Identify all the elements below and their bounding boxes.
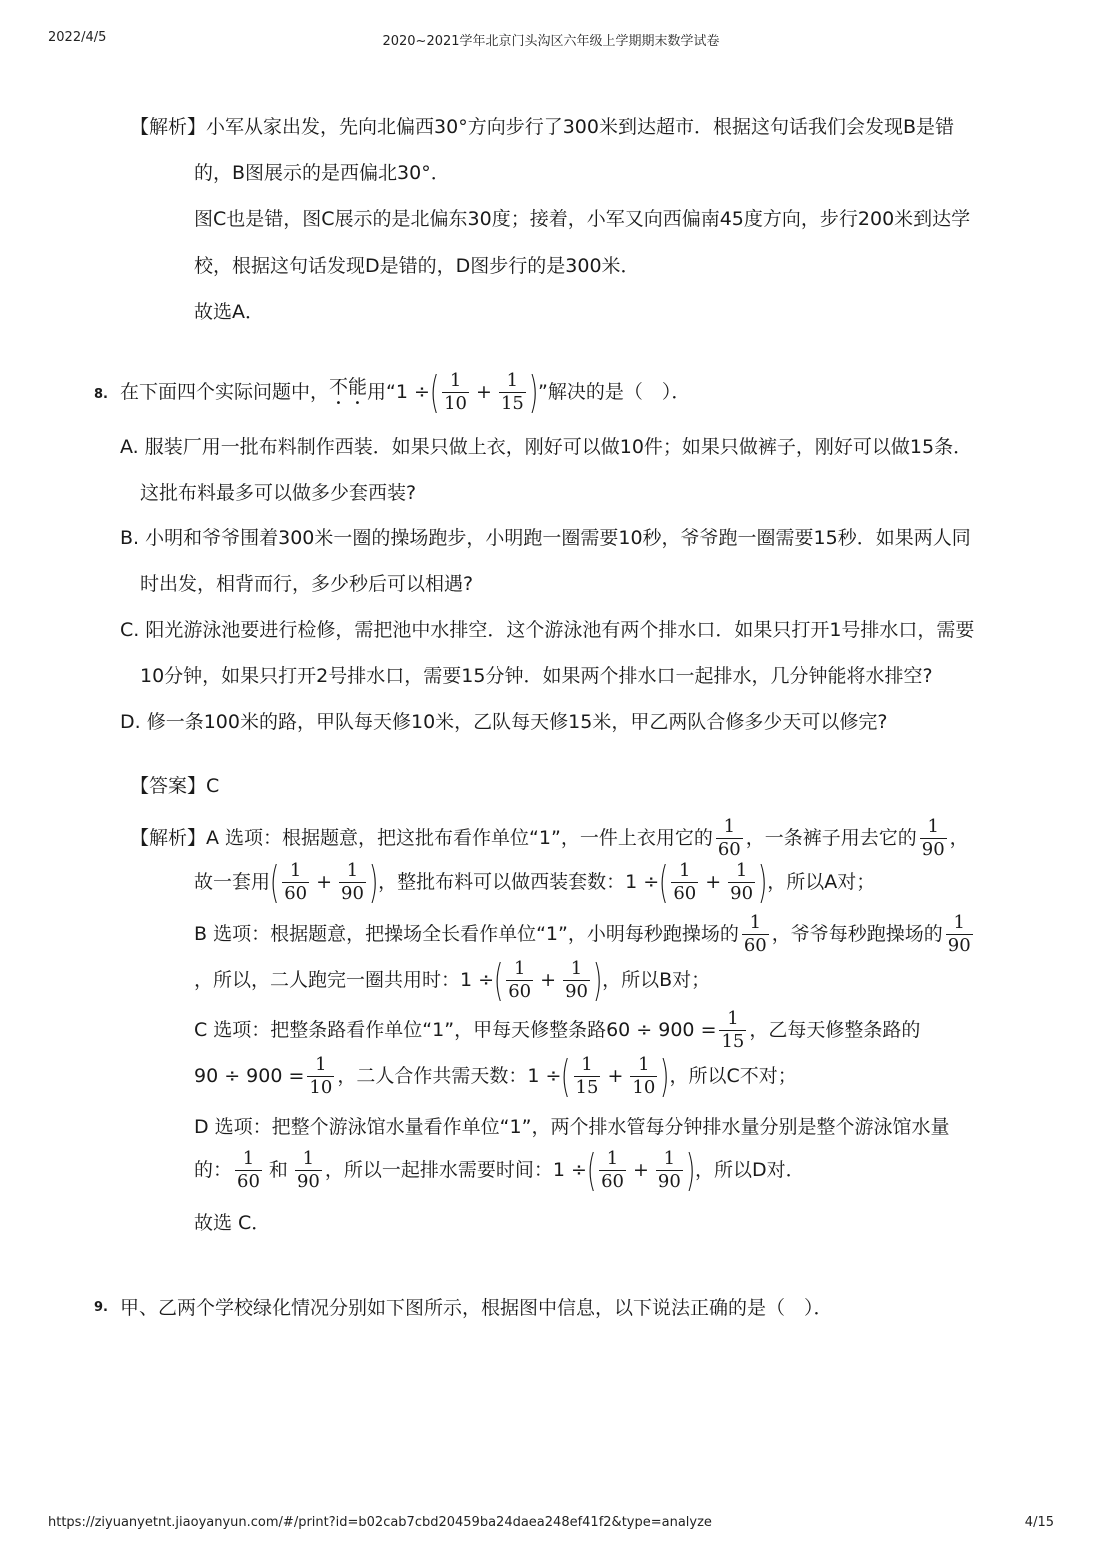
right-paren: ) bbox=[757, 856, 768, 908]
analysis-a-text: A 选项：根据题意，把这批布看作单位“1”，一件上衣用它的 bbox=[206, 827, 713, 849]
right-paren: ) bbox=[660, 1050, 670, 1102]
q8-analysis-d-line-1: D 选项：把整个游泳馆水量看作单位“1”，两个排水管每分钟排水量分别是整个游泳馆水量 bbox=[194, 1116, 950, 1138]
analysis-c-pre: C 选项：把整条路看作单位“1”，甲每天修整条路60 ÷ 900 = bbox=[194, 1019, 717, 1041]
q8-analysis-b-line-2 bbox=[194, 954, 711, 1006]
analysis-c-post: ，乙每天修整条路的 bbox=[749, 1019, 921, 1041]
left-paren: ( bbox=[429, 366, 440, 418]
q7-analysis-line-1 bbox=[130, 118, 954, 137]
fraction-1-90: $\frac{1}{90}$ bbox=[565, 958, 588, 1002]
q8-option-b-line-2: 时出发，相背而行，多少秒后可以相遇? bbox=[140, 573, 474, 595]
fraction-1-15: $\frac{1}{15}$ bbox=[721, 1008, 745, 1052]
q8-option-d: D. 修一条100米的路，甲队每天修10米，乙队每天修15米，甲乙两队合修多少天可以修完? bbox=[120, 711, 888, 733]
q9-number bbox=[94, 1296, 108, 1315]
analysis-d2-and: 和 bbox=[268, 1159, 288, 1181]
q8-analysis-c-line-1 bbox=[194, 1010, 920, 1051]
analysis-b2-post: ，所以B对； bbox=[602, 969, 711, 991]
analysis-a-mid: ，一条裤子用去它的 bbox=[745, 827, 917, 849]
q8-analysis-d-line-2 bbox=[194, 1144, 805, 1196]
right-paren: ) bbox=[528, 366, 539, 418]
q8-option-a-line-1: A. 服装厂用一批布料制作西装．如果只做上衣，刚好可以做10件；如果只做裤子，刚好可以做15条． bbox=[120, 436, 973, 458]
analysis-a2-mid: ，整批布料可以做西装套数：1 ÷ bbox=[378, 871, 660, 893]
plus-sign: + bbox=[632, 1159, 649, 1181]
analysis-d2-pre: 的： bbox=[194, 1159, 233, 1181]
analysis-c2-pre: 90 ÷ 900 = bbox=[194, 1065, 305, 1087]
q8-option-a-line-2: 这批布料最多可以做多少套西装? bbox=[140, 482, 417, 504]
analysis-c2-post: ，所以C不对； bbox=[669, 1065, 797, 1087]
answer-label: 【答案】 bbox=[130, 775, 207, 797]
plus-sign: + bbox=[476, 381, 492, 403]
fraction-1-60: $\frac{1}{60}$ bbox=[508, 958, 532, 1002]
q8-option-c-line-2: 10分钟，如果只打开2号排水口，需要15分钟．如果两个排水口一起排水，几分钟能将水排空? bbox=[140, 665, 933, 687]
right-paren: ) bbox=[592, 954, 603, 1006]
right-paren: ) bbox=[685, 1144, 696, 1196]
q8-stem-mid: 用“1 ÷ bbox=[367, 381, 430, 403]
fraction-1-60: $\frac{1}{60}$ bbox=[237, 1148, 260, 1192]
q8-analysis-a-line-2 bbox=[194, 856, 876, 908]
plus-sign: + bbox=[705, 871, 722, 893]
print-date: 2022/4/5 bbox=[48, 30, 107, 45]
q7-analysis-text-1: 小军从家出发，先向北偏西30°方向步行了300米到达超市．根据这句话我们会发现B是错 bbox=[206, 116, 954, 138]
fraction-1-90: $\frac{1}{90}$ bbox=[296, 1148, 320, 1192]
q7-analysis-conclusion: 故选A． bbox=[194, 301, 264, 323]
left-paren: ( bbox=[586, 1144, 597, 1196]
q8-number bbox=[94, 383, 108, 402]
fraction-1-10: $\frac{1}{10}$ bbox=[632, 1054, 656, 1098]
question-number: 8. bbox=[94, 387, 108, 402]
fraction-1-15: $\frac{1}{15}$ bbox=[500, 370, 524, 414]
fraction-1-10: $\frac{1}{10}$ bbox=[444, 370, 468, 414]
fraction-1-90: $\frac{1}{90}$ bbox=[657, 1148, 681, 1192]
q8-analysis-conclusion: 故选 C． bbox=[194, 1212, 271, 1234]
q8-analysis-c-line-2 bbox=[194, 1050, 797, 1102]
document-title: 2020~2021学年北京门头沟区六年级上学期期末数学试卷 bbox=[382, 34, 720, 49]
q7-analysis-line-3: 图C也是错，图C展示的是北偏东30度；接着，小军又向西偏南45度方向，步行200米到达学 bbox=[194, 208, 971, 230]
right-paren: ) bbox=[368, 856, 379, 908]
fraction-1-60: $\frac{1}{60}$ bbox=[743, 912, 767, 956]
fraction-1-60: $\frac{1}{60}$ bbox=[601, 1148, 624, 1192]
q8-option-b-line-1: B. 小明和爷爷围着300米一圈的操场跑步，小明跑一圈需要10秒，爷爷跑一圈需要15秒．如果两人同 bbox=[120, 527, 971, 549]
q8-analysis-a-line-1 bbox=[130, 818, 969, 859]
q8-stem-emphasis: 不能 bbox=[329, 376, 368, 398]
fraction-1-90: $\frac{1}{90}$ bbox=[730, 860, 754, 904]
analysis-c2-mid: ，二人合作共需天数：1 ÷ bbox=[337, 1065, 562, 1087]
fraction-1-90: $\frac{1}{90}$ bbox=[341, 860, 364, 904]
fraction-1-90: $\frac{1}{90}$ bbox=[921, 816, 945, 860]
q8-stem-post: ”解决的是（ ）． bbox=[538, 381, 691, 403]
fraction-1-15: $\frac{1}{15}$ bbox=[575, 1054, 599, 1098]
plus-sign: + bbox=[316, 871, 333, 893]
left-paren: ( bbox=[269, 856, 280, 908]
fraction-1-60: $\frac{1}{60}$ bbox=[673, 860, 697, 904]
q8-answer bbox=[130, 777, 219, 796]
footer-url[interactable]: https://ziyuanyetnt.jiaoyanyun.com/#/print?id=b02cab7cbd20459ba24daea248ef41f2&type=analyze bbox=[48, 1515, 712, 1530]
analysis-b-pre: B 选项：根据题意，把操场全长看作单位“1”，小明每秒跑操场的 bbox=[194, 923, 739, 945]
left-paren: ( bbox=[493, 954, 504, 1006]
q8-stem bbox=[120, 366, 691, 418]
q8-option-c-line-1: C. 阳光游泳池要进行检修，需把池中水排空．这个游泳池有两个排水口．如果只打开1号排水口，需要 bbox=[120, 619, 975, 641]
answer-value: C bbox=[206, 775, 220, 797]
page-number: 4/15 bbox=[1024, 1515, 1054, 1530]
question-number: 9. bbox=[94, 1300, 108, 1315]
q7-analysis-line-4: 校，根据这句话发现D是错的，D图步行的是300米． bbox=[194, 255, 640, 277]
analysis-d2-post: ，所以D对． bbox=[694, 1159, 805, 1181]
analysis-a2-pre: 故一套用 bbox=[194, 871, 271, 893]
fraction-1-10: $\frac{1}{10}$ bbox=[309, 1054, 333, 1098]
analysis-a2-post: ，所以A对； bbox=[767, 871, 876, 893]
analysis-b-mid: ，爷爷每秒跑操场的 bbox=[771, 923, 943, 945]
analysis-d2-mid: ，所以一起排水需要时间：1 ÷ bbox=[324, 1159, 587, 1181]
q8-stem-pre: 在下面四个实际问题中， bbox=[120, 381, 330, 403]
left-paren: ( bbox=[561, 1050, 571, 1102]
q9-stem: 甲、乙两个学校绿化情况分别如下图所示，根据图中信息，以下说法正确的是（ ）． bbox=[120, 1297, 833, 1319]
analysis-label: 【解析】 bbox=[130, 827, 207, 849]
fraction-1-60: $\frac{1}{60}$ bbox=[284, 860, 308, 904]
left-paren: ( bbox=[659, 856, 669, 908]
fraction-1-60: $\frac{1}{60}$ bbox=[717, 816, 741, 860]
analysis-label: 【解析】 bbox=[130, 116, 207, 138]
q7-analysis-line-2: 的，B图展示的是西偏北30°． bbox=[194, 162, 450, 184]
fraction-1-90: $\frac{1}{90}$ bbox=[947, 912, 971, 956]
analysis-b2-pre: ，所以，二人跑完一圈共用时：1 ÷ bbox=[194, 969, 495, 991]
plus-sign: + bbox=[540, 969, 557, 991]
q8-analysis-b-line-1 bbox=[194, 914, 976, 955]
analysis-a-post: ， bbox=[949, 827, 969, 849]
plus-sign: + bbox=[607, 1065, 624, 1087]
